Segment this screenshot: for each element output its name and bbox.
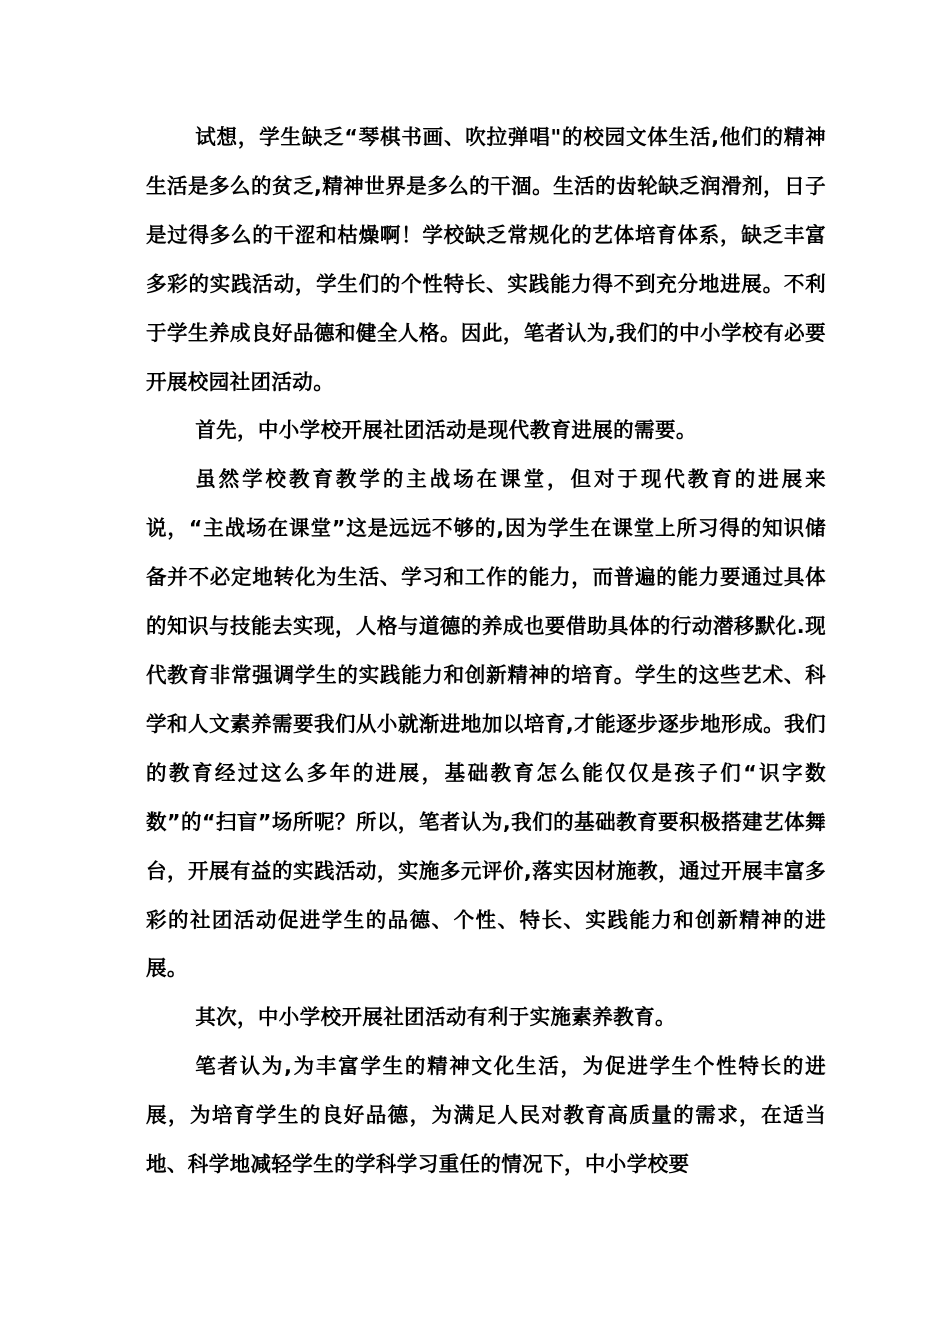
paragraph-second-point: 其次，中小学校开展社团活动有利于实施素养教育。 [195, 1005, 676, 1030]
paragraph-first-point-detail: 虽然学校教育教学的主战场在课堂，但对于现代教育的进展来说，“主战场在课堂”这是远远不够的,因为学生在课堂上所习得的知识储备并不必定地转化为生活、学习和工作的能力，而普遍的能力要通过具体的知识与技能去实现，人格与道德的养成也要借助具体的行动潜移默化.现代教育非常强调学生的实践能力和创新精神的培育。学生的这些艺术、科学和人文素养需要我们从小就渐进地加以培育,才能逐步逐步地形成。我们的教育经过这么多年的进展，基础教育怎么能仅仅是孩子们“识字数数”的“扫盲”场所呢？所以，笔者认为,我们的基础教育要积极搭建艺体舞台，开展有益的实践活动，实施多元评价,落实因材施教，通过开展丰富多彩的社团活动促进学生的品德、个性、特长、实践能力和创新精神的进展。 [146, 467, 826, 981]
paragraph-second-point-detail: 笔者认为,为丰富学生的精神文化生活，为促进学生个性特长的进展，为培育学生的良好品德，为满足人民对教育高质量的需求，在适当地、科学地减轻学生的学科学习重任的情况下，中小学校要 [146, 1054, 826, 1177]
paragraph-intro: 试想，学生缺乏“琴棋书画、吹拉弹唱"的校园文体生活,他们的精神生活是多么的贫乏,精神世界是多么的干涸。生活的齿轮缺乏润滑剂，日子是过得多么的干涩和枯燥啊！学校缺乏常规化的艺体培育体系，缺乏丰富多彩的实践活动，学生们的个性特长、实践能力得不到充分地进展。不利于学生养成良好品德和健全人格。因此，笔者认为,我们的中小学校有必要开展校园社团活动。 [146, 125, 826, 394]
paragraph-first-point: 首先，中小学校开展社团活动是现代教育进展的需要。 [195, 418, 697, 443]
body-text [146, 113, 826, 1189]
